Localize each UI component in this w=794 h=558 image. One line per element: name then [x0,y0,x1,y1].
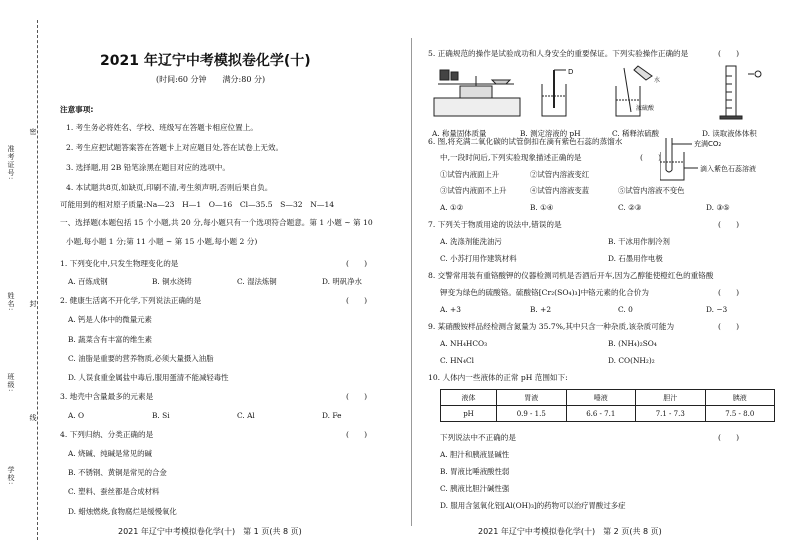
q4-option-a[interactable]: A. 烧碱、纯碱是常见的碱 [68,449,152,458]
footer-left: 2021 年辽宁中考模拟卷化学(十) 第 1 页(共 8 页) [118,527,302,536]
school-label: 学校: [7,466,15,486]
q3-option-b[interactable]: B. Si [152,411,170,420]
notice-item-3: 3. 选择题,用 2B 铅笔涂黑在题目对应的选项中。 [66,163,230,172]
q8-stem-line1: 8. 交警常用装有重铬酸钾的仪器检测司机是否酒后开车,因为乙醇能使橙红色的重铬酸 [428,271,714,280]
q6-item-4: ④试管内溶液变蓝 [530,186,590,195]
page-divider [411,38,412,526]
section1-line1: 一、选择题(本题包括 15 个小题,共 20 分,每小题只有一个选项符合题意。第 1 小题 ~ 第 10 [60,218,373,227]
dilution-icon [616,66,660,116]
ph-table-cell: pH [441,406,497,422]
q4-stem: 4. 下列归纳、分类正确的是 [60,430,154,439]
q9-option-b[interactable]: B. (NH₄)₂SO₄ [608,339,657,348]
q3-stem: 3. 地壳中含量最多的元素是 [60,392,154,401]
q10-stem: 10. 人体内一些液体的正常 pH 范围如下: [428,373,568,382]
ph-beaker-icon [542,68,573,116]
ph-table-cell: 胆汁 [636,390,706,406]
q8-option-c[interactable]: C. 0 [618,305,633,314]
svg-text:D: D [568,68,574,76]
q5-option-b[interactable]: B. 测定溶液的 pH [520,129,581,138]
cylinder-icon [720,66,761,119]
q8-option-d[interactable]: D. −3 [706,305,728,314]
q2-option-d[interactable]: D. 人误食重金属盐中毒后,服用蛋清不能减轻毒性 [68,373,229,382]
q8-option-b[interactable]: B. +2 [530,305,552,314]
ph-table-cell: 唾液 [566,390,636,406]
q9-option-c[interactable]: C. HN₄Cl [440,356,474,365]
q10-option-d[interactable]: D. 服用含氢氧化铝[Al(OH)₃]的药物可以治疗胃酸过多症 [440,501,626,510]
q7-stem: 7. 下列关于物质用途的说法中,错误的是 [428,220,562,229]
q4-answer-paren[interactable]: ( ) [346,430,368,439]
q9-option-a[interactable]: A. NH₄HCO₃ [440,339,488,348]
q9-stem: 9. 某硝酸铵样品经检测含氮量为 35.7%,其中只含一种杂质,该杂质可能为 [428,322,675,331]
q3-answer-paren[interactable]: ( ) [346,392,368,401]
q4-option-d[interactable]: D. 蜡烛燃烧,食物腐烂是缓慢氧化 [68,507,177,516]
q3-option-d[interactable]: D. Fe [322,411,342,420]
line-mark: 线 [29,414,37,422]
q6-stem-line1: 6. 图,将充满二氧化碳的试管倒扣在滴有紫色石蕊的蒸馏水 [428,137,623,146]
q2-option-b[interactable]: B. 蔬菜含有丰富的维生素 [68,335,153,344]
q6-option-b[interactable]: B. ①④ [530,203,554,212]
q6-option-c[interactable]: C. ②③ [618,203,642,212]
q9-option-d[interactable]: D. CO(NH₂)₂ [608,356,655,365]
q6-item-5: ⑤试管内溶液不变色 [618,186,685,195]
ph-table-cell: 7.5 - 8.0 [705,406,775,422]
binding-margin [0,0,40,558]
q1-stem: 1. 下列变化中,只发生物理变化的是 [60,259,179,268]
q6-item-1: ①试管内液面上升 [440,170,500,179]
q6-gas-label: 充满CO₂ [694,140,722,148]
q6-apparatus [660,134,778,186]
q10-prompt: 下列说法中不正确的是 [440,433,516,442]
q5-stem: 5. 正确规范的操作是试验成功和人身安全的重要保证。下列实验操作正确的是 [428,49,689,58]
ph-table-cell: 6.6 - 7.1 [566,406,636,422]
ph-table-row [441,406,775,422]
q6-option-a[interactable]: A. ①② [440,203,464,212]
binding-dashed-line [37,20,38,540]
ph-table-cell: 0.9 - 1.5 [497,406,567,422]
exam-no-label: 准考证号: [7,145,15,181]
notice-item-4: 4. 本试题共8页,如缺页,印刷不清,考生须声明,否则后果自负。 [66,183,273,192]
q2-option-a[interactable]: A. 钙是人体中的微量元素 [68,315,152,324]
q7-option-d[interactable]: D. 石墨用作电极 [608,254,663,263]
section1-line2: 小题,每小题 1 分;第 11 小题 ~ 第 15 小题,每小题 2 分) [66,237,258,246]
q8-answer-paren[interactable]: ( ) [718,288,740,297]
q7-answer-paren[interactable]: ( ) [718,220,740,229]
class-label: 班级: [7,373,15,393]
q3-option-c[interactable]: C. Al [237,411,255,420]
q5-water-label: 水 [654,77,661,84]
q9-answer-paren[interactable]: ( ) [718,322,740,331]
q4-option-c[interactable]: C. 塑料、蚕丝都是合成材料 [68,487,160,496]
q2-stem: 2. 健康生活离不开化学,下列说法正确的是 [60,296,202,305]
ph-table-cell: 胃液 [497,390,567,406]
q2-option-c[interactable]: C. 油脂是重要的营养物质,必须大量摄入油脂 [68,354,214,363]
q1-option-b[interactable]: B. 铜水浇铸 [152,277,192,286]
q1-option-a[interactable]: A. 百炼成钢 [68,277,108,286]
q1-option-c[interactable]: C. 湿法炼铜 [237,277,277,286]
atomic-mass: 可能用到的相对原子质量:Na—23 H—1 O—16 Cl—35.5 S—32 N—14 [60,200,335,209]
ph-table-cell: 胰液 [705,390,775,406]
q5-answer-paren[interactable]: ( ) [718,49,740,58]
ph-table-header-row [441,390,775,406]
q7-option-b[interactable]: B. 干冰用作制冷剂 [608,237,670,246]
q4-option-b[interactable]: B. 不锈钢、黄铜是常见的合金 [68,468,167,477]
envelope-mark: 封 [29,300,37,308]
q5-acid-label: 浓硫酸 [636,105,655,112]
q5-option-d[interactable]: D. 读取液体体积 [702,129,757,138]
q7-option-c[interactable]: C. 小苏打用作建筑材料 [440,254,517,263]
ph-table-cell: 液体 [441,390,497,406]
test-tube-icon [660,138,698,180]
q7-option-a[interactable]: A. 洗涤剂能洗油污 [440,237,502,246]
q1-answer-paren[interactable]: ( ) [346,259,368,268]
q2-answer-paren[interactable]: ( ) [346,296,368,305]
notice-heading: 注意事项: [60,105,94,114]
q10-answer-paren[interactable]: ( ) [718,433,740,442]
q1-option-d[interactable]: D. 明矾净水 [322,277,362,286]
page-title: 2021 年辽宁中考模拟卷化学(十) [100,53,311,69]
q6-option-d[interactable]: D. ③⑤ [706,203,730,212]
footer-right: 2021 年辽宁中考模拟卷化学(十) 第 2 页(共 8 页) [478,527,662,536]
q5-illustrations [430,62,775,124]
q6-item-2: ②试管内溶液变红 [530,170,590,179]
ph-table [440,389,775,422]
q6-water-label: 滴入紫色石蕊溶液 [700,165,756,173]
notice-item-1: 1. 考生务必将姓名、学校、班级写在答题卡相应位置上。 [66,123,258,132]
balance-icon [434,70,520,116]
ph-table-cell: 7.1 - 7.3 [636,406,706,422]
seal-mark: 密 [29,128,37,136]
name-label: 姓名: [7,292,15,312]
q8-stem-line2: 钾变为绿色的硫酸铬。硫酸铬[Cr₂(SO₄)₃]中铬元素的化合价为 [440,288,649,297]
notice-item-2: 2. 考生应把试题答案答在答题卡上对应题目处,答在试卷上无效。 [66,143,284,152]
q10-option-b[interactable]: B. 胃液比唾液酸性弱 [440,467,510,476]
q8-option-a[interactable]: A. +3 [440,305,461,314]
q5-option-c[interactable]: C. 稀释浓硫酸 [612,129,660,138]
q10-option-c[interactable]: C. 胰液比胆汁碱性强 [440,484,510,493]
q6-answer-paren[interactable]: ( ) [640,153,662,162]
q6-item-3: ③试管内液面不上升 [440,186,507,195]
subtitle: (时间:60 分钟 满分:80 分) [156,75,266,84]
q3-option-a[interactable]: A. O [68,411,85,420]
q5-option-a[interactable]: A. 称量固体质量 [432,129,487,138]
q6-stem-line2: 中,一段时间后,下列实验现象描述正确的是 [440,153,582,162]
q10-option-a[interactable]: A. 胆汁和胰液显碱性 [440,450,510,459]
